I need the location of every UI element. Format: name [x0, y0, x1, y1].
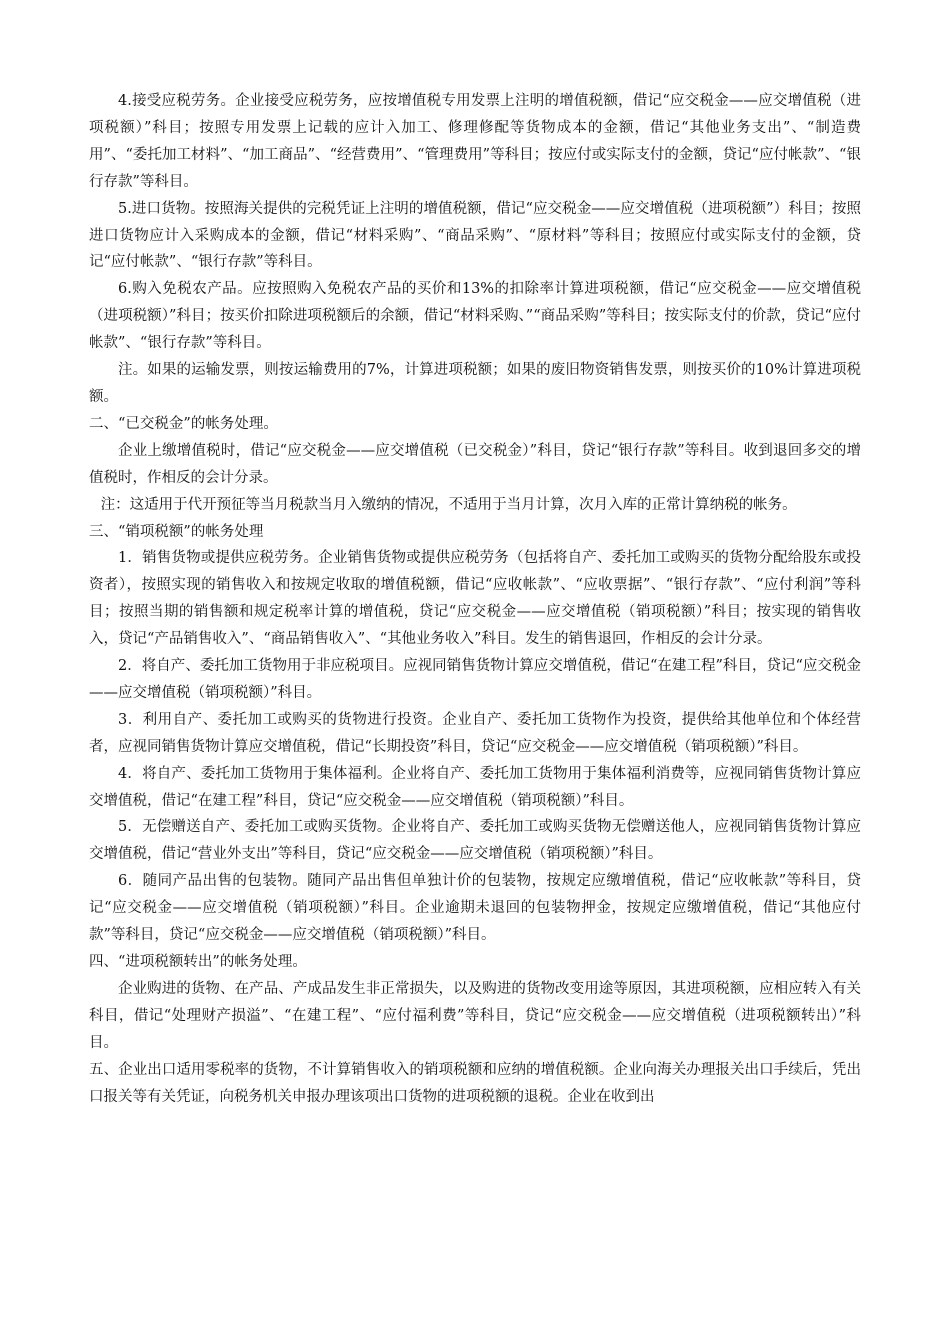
- paragraph-paid-vat: 企业上缴增值税时，借记“应交税金——应交增值税（已交税金）”科目，贷记“银行存款”等科目。收到退回多交的增值税时，作相反的会计分录。: [89, 442, 861, 486]
- document-page: [89, 88, 861, 1110]
- paragraph-non-taxable-use: 2．将自产、委托加工货物用于非应税项目。应视同销售货物计算应交增值税，借记“在建工程”科目，贷记“应交税金——应交增值税（销项税额）”科目。: [89, 658, 861, 701]
- paragraph-imported-goods: 5.进口货物。按照海关提供的完税凭证上注明的增值税额，借记“应交税金——应交增值税（进项税额”）科目；按照进口货物应计入采购成本的金额，借记“材料采购”、“商品采购”、“原材料”等科目；按照应付或实际支付的金额，贷记“应付帐款”、“银行存款”等科目。: [89, 200, 861, 271]
- paragraph-abnormal-loss: 企业购进的货物、在产品、产成品发生非正常损失，以及购进的货物改变用途等原因，其进项税额，应相应转入有关科目，借记“处理财产损溢”、“在建工程”、“应付福利费”等科目，贷记“应交税金——应交增值税（进项税额转出）”科目。: [89, 980, 861, 1051]
- paragraph-free-gift: 5．无偿赠送自产、委托加工或购买货物。企业将自产、委托加工或购买货物无偿赠送他人，应视同销售货物计算应交增值税，借记“营业外支出”等科目，贷记“应交税金——应交增值税（销项税额）”科目。: [89, 819, 861, 863]
- paragraph-investment-use: 3．利用自产、委托加工或购买的货物进行投资。企业自产、委托加工货物作为投资，提供给其他单位和个体经营者，应视同销售货物计算应交增值税，借记“长期投资”科目，贷记“应交税金——应交增值税（销项税额）”科目。: [89, 711, 861, 755]
- section-heading-paid-tax: 二、“已交税金”的帐务处理。: [89, 415, 278, 432]
- section-heading-input-tax-transfer: 四、“进项税额转出”的帐务处理。: [89, 954, 307, 970]
- paragraph-received-taxable-services: 4.接受应税劳务。企业接受应税劳务，应按增值税专用发票上注明的增值税额，借记“应交税金——应交增值税（进项税额）”科目；按照专用发票上记载的应计入加工、修理修配等货物成本的金额，借记“其他业务支出”、“制造费用”、“委托加工材料”、“加工商品”、“经营费用”、“管理费用”等科目；按应付或实际支付的金额，贷记“应付帐款”、“银行存款”等科目。: [89, 93, 861, 190]
- section-heading-export-zero-rate: 五、企业出口适用零税率的货物，不计算销售收入的销项税额和应纳的增值税额。企业向海关办理报关出口手续后，凭出口报关等有关凭证，向税务机关申报办理该项出口货物的进项税额的退税。企业在收到出: [89, 1061, 861, 1105]
- section-heading-output-tax: 三、“销项税额”的帐务处理: [89, 523, 264, 540]
- note-transport-invoice: 注。如果的运输发票，则按运输费用的7%，计算进项税额；如果的废旧物资销售发票，则按买价的10%计算进项税额。: [89, 362, 861, 405]
- paragraph-sale-of-goods: 1．销售货物或提供应税劳务。企业销售货物或提供应税劳务（包括将自产、委托加工或购买的货物分配给股东或投资者），按照实现的销售收入和按规定收取的增值税额，借记“应收帐款”、“应收票据”、“银行存款”、“应付利润”等科目；按照当期的销售额和规定税率计算的增值税，贷记“应交税金——应交增值税（销项税额）”科目；按实现的销售收入，贷记“产品销售收入”、“商品销售收入”、“其他业务收入”科目。发生的销售退回，作相反的会计分录。: [89, 550, 861, 648]
- note-prepaid-tax: 注：这适用于代开预征等当月税款当月入缴纳的情况，不适用于当月计算，次月入库的正常计算纳税的帐务。: [100, 496, 797, 513]
- paragraph-tax-exempt-farm-products: 6.购入免税农产品。应按照购入免税农产品的买价和13%的扣除率计算进项税额，借记“应交税金——应交增值税（进项税额）”科目；按买价扣除进项税额后的余额，借记“材料采购、”“商品采购”等科目；按实际支付的价款，贷记“应付帐款”、“银行存款”等科目。: [89, 281, 861, 352]
- paragraph-collective-welfare: 4．将自产、委托加工货物用于集体福利。企业将自产、委托加工货物用于集体福利消费等，应视同销售货物计算应交增值税，借记“在建工程”科目，贷记“应交税金——应交增值税（销项税额）”科目。: [89, 765, 861, 809]
- paragraph-packaging: 6．随同产品出售的包装物。随同产品出售但单独计价的包装物，按规定应缴增值税，借记“应收帐款”等科目，贷记“应交税金——应交增值税（销项税额）”科目。企业逾期未退回的包装物押金，按规定应缴增值税，借记“其他应付款”等科目，贷记“应交税金——应交增值税（销项税额）”科目。: [89, 873, 861, 944]
